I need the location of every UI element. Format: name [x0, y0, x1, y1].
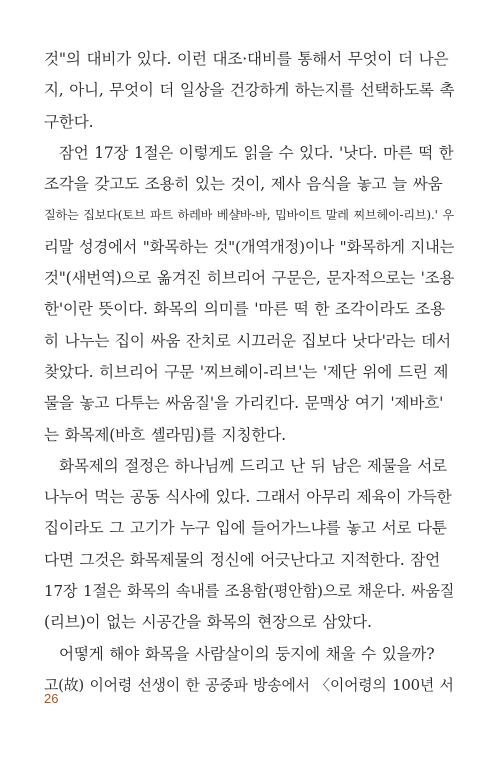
page-number: 26	[44, 691, 59, 706]
text-line: 구한다.	[44, 112, 94, 131]
text-line: 찾았다. 히브리어 구문 '찌브헤이-리브'는 '제단 위에 드린 제	[44, 362, 449, 381]
text-line: 화목제의 절정은 하나님께 드리고 난 뒤 남은 제물을 서로	[59, 456, 447, 475]
text-line: 나누어 먹는 공동 식사에 있다. 그래서 아무리 제육이 가득한	[44, 488, 452, 507]
text-line: 고(故) 이어령 선생이 한 공중파 방송에서 〈이어령의 100년 서	[44, 675, 454, 694]
text-line: 질하는 집보다(토브 파트 하레바 베샬바-바, 밉바이트 말레 찌브헤이-리브).' 우	[44, 208, 454, 223]
text-line: 조각을 갖고도 조용히 있는 것이, 제사 음식을 놓고 늘 싸움	[44, 175, 443, 194]
text-line: 것"(새번역)으로 옮겨진 히브리어 구문은, 문자적으로는 '조용	[44, 269, 455, 288]
text-line: 는 화목제(바흐 셸라밈)를 지칭한다.	[44, 425, 286, 444]
text-line: 집이라도 그 고기가 누구 입에 들어가느냐를 놓고 서로 다툰	[44, 519, 447, 538]
text-line: 잠언 17장 1절은 이렇게도 읽을 수 있다. '낫다. 마른 떡 한	[59, 143, 454, 162]
text-line: (리브)이 없는 시공간을 화목의 현장으로 삼았다.	[44, 613, 372, 632]
text-line: 17장 1절은 화목의 속내를 조용함(평안함)으로 채운다. 싸움질	[44, 582, 455, 601]
text-line: 것"의 대비가 있다. 이런 대조·대비를 통해서 무엇이 더 나은	[44, 50, 449, 68]
text-line: 물을 놓고 다투는 싸움질'을 가리킨다. 문맥상 여기 '제바흐'	[44, 394, 444, 413]
text-line: 다면 그것은 화목제물의 정신에 어긋난다고 지적한다. 잠언	[44, 550, 441, 569]
text-line: 한'이란 뜻이다. 화목의 의미를 '마른 떡 한 조각이라도 조용	[44, 300, 445, 319]
text-line: 리말 성경에서 "화목하는 것"(개역개정)이나 "화목하게 지내는	[44, 237, 455, 256]
text-line: 지, 아니, 무엇이 더 일상을 건강하게 하는지를 선택하도록 촉	[44, 81, 455, 100]
body-text	[44, 48, 454, 705]
text-line: 어떻게 해야 화목을 사람살이의 둥지에 채울 수 있을까?	[59, 644, 435, 663]
text-line: 히 나누는 집이 싸움 잔치로 시끄러운 집보다 낫다'라는 데서	[44, 331, 451, 350]
